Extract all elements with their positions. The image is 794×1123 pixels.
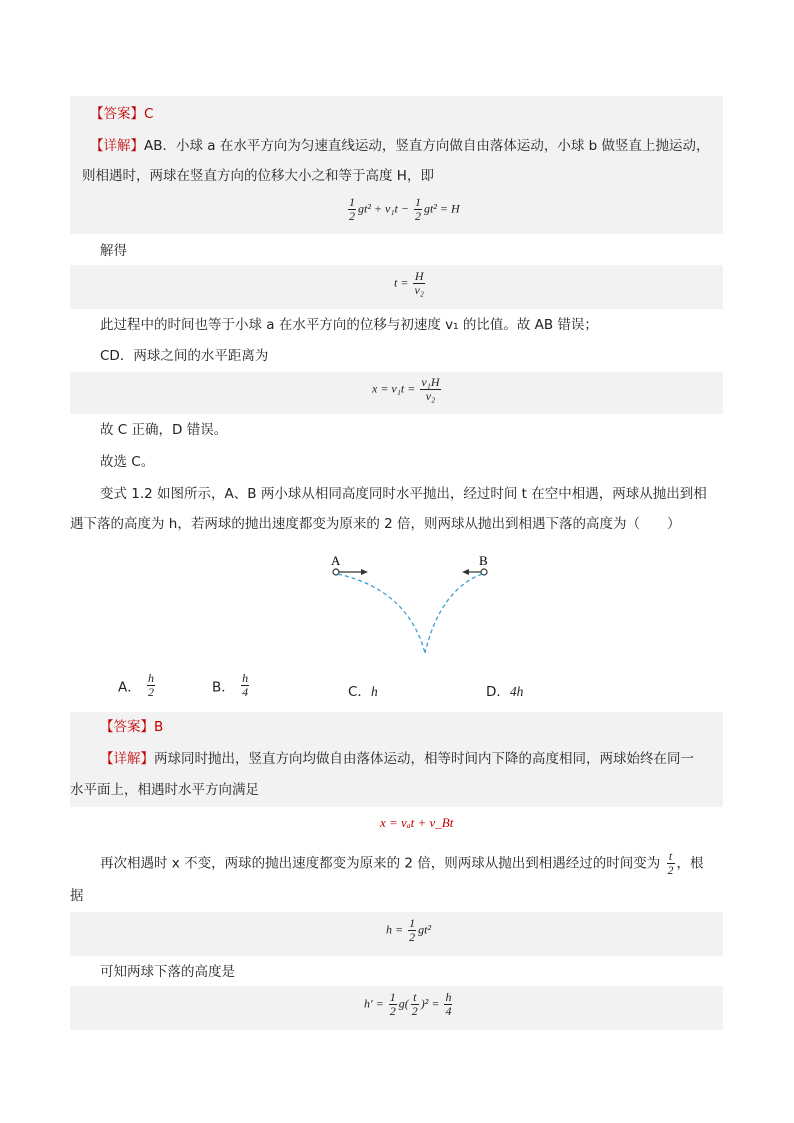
equation-1: $\frac{1}{2}$ gt² + v₁t − $\frac{1}{2}$ gt² = H <box>349 195 460 223</box>
answer-line-1 <box>90 104 153 124</box>
detail2-line-1: 【详解】两球同时抛出，竖直方向均做自由落体运动，相等时间内下降的高度相同，两球始终在同一 <box>100 751 694 767</box>
answer-band-1 <box>70 96 723 132</box>
option-d[interactable]: D．4h <box>486 684 524 700</box>
question-line-1: 变式 1.2 如图所示，A、B 两小球从相同高度同时水平抛出，经过时间 t 在空中相遇，两球从抛出到相 <box>100 486 707 502</box>
answer-tag-2: 【答案】 <box>100 719 154 735</box>
paragraph-5: 故 C 正确，D 错误。 <box>100 422 228 438</box>
detail2-line-3: 再次相遇时 x 不变，两球的抛出速度都变为原来的 2 倍，则两球从抛出到相遇经过的时间变为 $\frac{t}{2}$ ，根 <box>100 849 704 877</box>
equation-3: x = v₁t = $\frac{\text{v₁H}}{\text{v₂}}$ <box>372 375 440 403</box>
trajectory-b <box>425 574 482 653</box>
paragraph-6: 故选 C。 <box>100 454 155 470</box>
equation-4: h = $\frac{1}{2}$ gt² <box>386 916 432 944</box>
detail-line-2 <box>82 166 434 186</box>
answer-value-2: B <box>154 719 164 735</box>
detail2-line-4: 据 <box>70 888 84 904</box>
detail2-line-2: 水平面上，相遇时水平方向满足 <box>70 782 259 798</box>
option-a[interactable]: A． $\frac{h}{2}$ <box>118 671 155 699</box>
option-c[interactable]: C．h <box>348 684 378 700</box>
detail-text-1: AB．小球 a 在水平方向为匀速直线运动，竖直方向做自由落体运动，小球 b 做竖直上抛运动， <box>144 138 710 154</box>
question-line-2: 遇下落的高度为 h，若两球的抛出速度都变为原来的 2 倍，则两球从抛出到相遇下落的高度为（ ） <box>70 516 681 532</box>
equation-2: t = $\frac{H}{\text{v₂}}$ <box>394 269 424 297</box>
answer-value: C <box>144 106 154 122</box>
paragraph-3: 此过程中的时间也等于小球 a 在水平方向的位移与初速度 v₁ 的比值。故 AB 错误； <box>100 317 598 333</box>
option-b[interactable]: B． $\frac{h}{4}$ <box>212 671 249 699</box>
trajectory-a <box>338 574 425 653</box>
detail-line-1 <box>90 136 710 156</box>
ball-a-label: A <box>331 553 341 568</box>
answer-tag: 【答案】 <box>90 106 144 122</box>
paragraph-4: CD．两球之间的水平距离为 <box>100 348 269 364</box>
velocity-arrowhead-a <box>361 569 368 575</box>
solve-label: 解得 <box>100 243 127 259</box>
trajectory-figure <box>0 545 794 675</box>
answer-line-2 <box>100 717 163 737</box>
equation-red: x = vₐt + v_Bt <box>380 815 454 830</box>
detail-text-2: 则相遇时，两球在竖直方向的位移大小之和等于高度 H，即 <box>82 168 434 184</box>
detail2-line-5: 可知两球下落的高度是 <box>100 964 235 980</box>
detail-tag-2: 【详解】 <box>100 751 154 767</box>
ball-b-label: B <box>479 553 488 568</box>
answer-band-2 <box>70 712 723 742</box>
equation-5: h′ = $\frac{1}{2}$ g( $\frac{t}{2}$ )² = $\frac{h}{4}$ <box>364 990 452 1018</box>
velocity-arrowhead-b <box>462 569 469 575</box>
detail-tag: 【详解】 <box>90 138 144 154</box>
